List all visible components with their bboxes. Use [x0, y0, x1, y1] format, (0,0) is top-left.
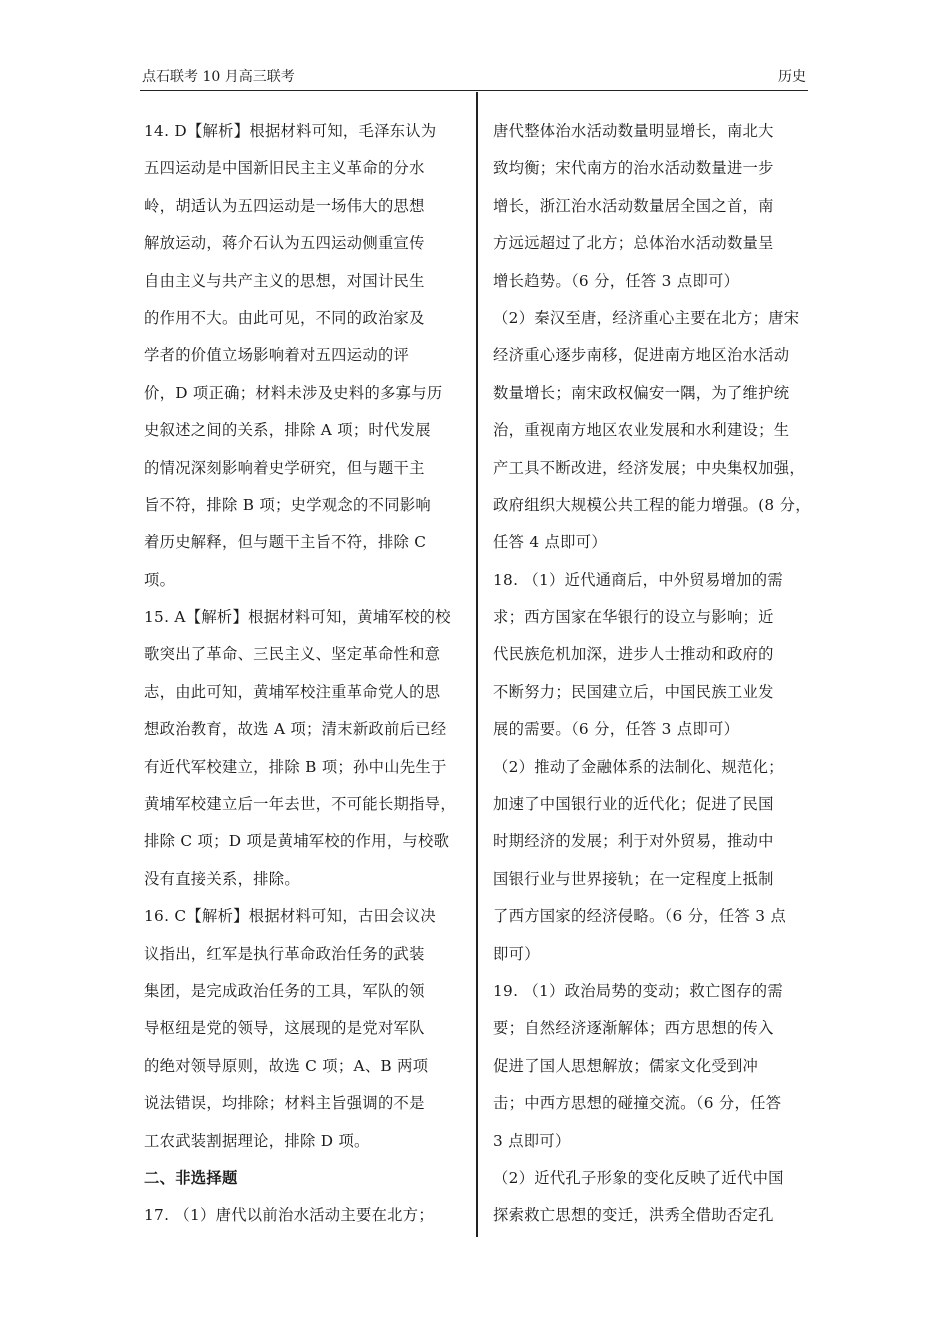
left-column	[144, 113, 469, 1235]
text-line: 岭，胡适认为五四运动是一场伟大的思想	[144, 196, 425, 215]
section-heading: 二、非选择题	[144, 1168, 238, 1187]
text-line: 18. （1）近代通商后，中外贸易增加的需	[493, 570, 783, 589]
text-line: 黄埔军校建立后一年去世，不可能长期指导，	[144, 795, 456, 814]
text-line: 议指出，红军是执行革命政治任务的武装	[144, 944, 425, 963]
text-line: 即可）	[493, 944, 540, 963]
text-line: 工农武装割据理论，排除 D 项。	[144, 1131, 370, 1150]
text-line: 治，重视南方地区农业发展和水利建设；生	[493, 421, 790, 440]
text-line: 五四运动是中国新旧民主主义革命的分水	[144, 159, 425, 178]
exam-title: 点石联考 10 月高三联考	[142, 69, 295, 85]
text-line: 增长，浙江治水活动数量居全国之首，南	[493, 196, 774, 215]
text-line: 自由主义与共产主义的思想，对国计民生	[144, 271, 425, 290]
text-line: 说法错误，均排除；材料主旨强调的不是	[144, 1094, 425, 1113]
text-line: 15. A【解析】根据材料可知，黄埔军校的校	[144, 608, 451, 627]
text-line: 方远远超过了北方；总体治水活动数量呈	[493, 234, 774, 253]
subject-label: 历史	[778, 69, 806, 85]
text-line: 产工具不断改进，经济发展；中央集权加强，	[493, 458, 805, 477]
text-line: 的作用不大。由此可见，不同的政治家及	[144, 308, 425, 327]
column-divider	[476, 92, 478, 1237]
text-line: 增长趋势。（6 分，任答 3 点即可）	[493, 271, 740, 290]
text-line: 探索救亡思想的变迁，洪秀全借助否定孔	[493, 1206, 774, 1225]
text-line: 经济重心逐步南移，促进南方地区治水活动	[493, 346, 790, 365]
text-line: 学者的价值立场影响着对五四运动的评	[144, 346, 410, 365]
text-line: （2）秦汉至唐，经济重心主要在北方；唐宋	[493, 308, 800, 327]
text-line: 19. （1）政治局势的变动；救亡图存的需	[493, 981, 783, 1000]
text-line: 政府组织大规模公共工程的能力增强。(8 分，	[493, 495, 811, 514]
text-line: 解放运动，蒋介石认为五四运动侧重宣传	[144, 234, 425, 253]
text-line: 代民族危机加深，进步人士推动和政府的	[493, 645, 774, 664]
text-line: 集团，是完成政治任务的工具，军队的领	[144, 981, 425, 1000]
right-column	[493, 113, 818, 1235]
text-line: 的情况深刻影响着史学研究，但与题干主	[144, 458, 425, 477]
text-line: 16. C【解析】根据材料可知，古田会议决	[144, 907, 436, 926]
text-line: 想政治教育，故选 A 项；清末新政前后已经	[144, 720, 447, 739]
text-line: 有近代军校建立，排除 B 项；孙中山先生于	[144, 757, 447, 776]
text-line: 的绝对领导原则，故选 C 项；A、B 两项	[144, 1056, 429, 1075]
text-line: 价，D 项正确；材料未涉及史料的多寡与历	[144, 383, 443, 402]
text-line: （2）近代孔子形象的变化反映了近代中国	[493, 1168, 784, 1187]
text-line: 展的需要。（6 分，任答 3 点即可）	[493, 720, 740, 739]
text-line: 17. （1）唐代以前治水活动主要在北方；	[144, 1206, 434, 1225]
text-line: 着历史解释，但与题干主旨不符，排除 C	[144, 533, 427, 552]
text-line: 唐代整体治水活动数量明显增长，南北大	[493, 122, 774, 140]
text-line: 排除 C 项；D 项是黄埔军校的作用，与校歌	[144, 832, 450, 851]
text-line: 求；西方国家在华银行的设立与影响；近	[493, 608, 774, 627]
text-line: 国银行业与世界接轨；在一定程度上抵制	[493, 869, 774, 888]
text-line: 项。	[144, 570, 176, 589]
page-header	[140, 62, 808, 91]
text-line: 了西方国家的经济侵略。（6 分，任答 3 点	[493, 907, 787, 926]
text-line: 歌突出了革命、三民主义、坚定革命性和意	[144, 645, 441, 664]
text-line: 14. D【解析】根据材料可知，毛泽东认为	[144, 122, 437, 140]
text-line: 志，由此可知，黄埔军校注重革命党人的思	[144, 682, 441, 701]
text-line: 导枢纽是党的领导，这展现的是党对军队	[144, 1019, 425, 1038]
text-line: 任答 4 点即可）	[493, 533, 607, 552]
text-line: （2）推动了金融体系的法制化、规范化；	[493, 757, 784, 776]
text-line: 致均衡；宋代南方的治水活动数量进一步	[493, 159, 774, 178]
text-line: 时期经济的发展；利于对外贸易，推动中	[493, 832, 774, 851]
text-line: 要；自然经济逐渐解体；西方思想的传入	[493, 1019, 774, 1038]
text-line: 旨不符，排除 B 项；史学观念的不同影响	[144, 495, 432, 514]
text-line: 不断努力；民国建立后，中国民族工业发	[493, 682, 774, 701]
text-line: 加速了中国银行业的近代化；促进了民国	[493, 795, 774, 814]
text-line: 史叙述之间的关系，排除 A 项；时代发展	[144, 421, 431, 440]
text-line: 没有直接关系，排除。	[144, 869, 300, 888]
text-line: 3 点即可）	[493, 1131, 571, 1150]
text-line: 促进了国人思想解放；儒家文化受到冲	[493, 1056, 759, 1075]
text-line: 击；中西方思想的碰撞交流。（6 分，任答	[493, 1094, 782, 1113]
text-line: 数量增长；南宋政权偏安一隅，为了维护统	[493, 383, 790, 402]
